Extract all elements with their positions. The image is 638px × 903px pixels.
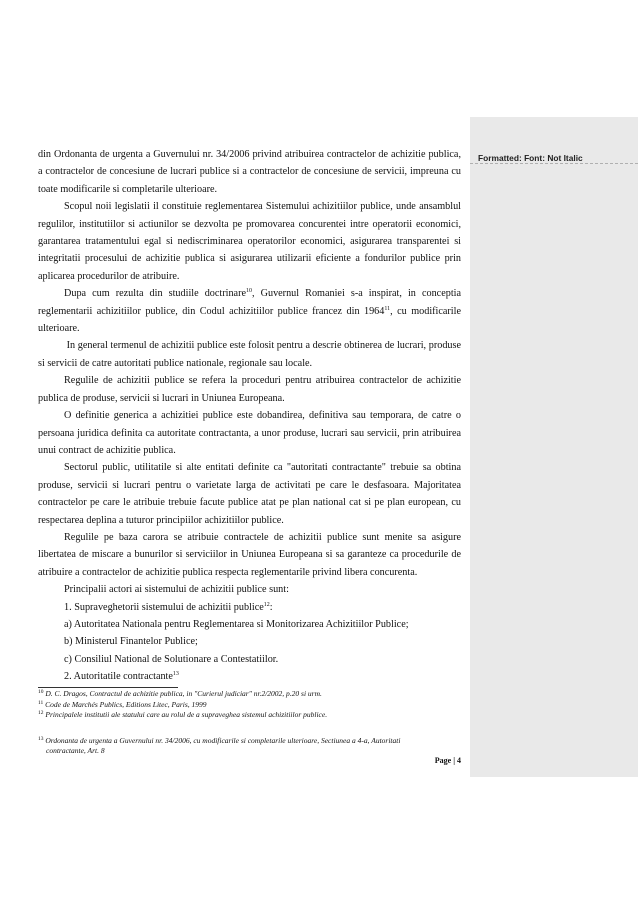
footnote-text: Principalele institutii ale statului care au rolul de a supraveghea sistemul achizitiilor publice. (43, 710, 328, 720)
list-item-1-text: 1. Supraveghetorii sistemului de achizitii publice (64, 601, 264, 613)
paragraph-3-text-c: , cu modificarile ulterioare. (38, 305, 461, 335)
paragraph-8: Regulile pe baza carora se atribuie contractele de achizitii publice sunt menite sa asigure libertatea de miscare a bunurilor si serviciilor in Uniunea Europeana si sa garanteze ca procedurile de atribuire a contractelor de achizitie publica respecta reglementarile privind libera concurenta. (38, 531, 461, 578)
paragraph-3-text-a: Dupa cum rezulta din studiile doctrinare (64, 288, 246, 300)
paragraph-3 (38, 285, 461, 337)
paragraph-6: O definitie generica a achizitiei publice este dobandirea, definitiva sau temporara, de catre o persoana juridica definita ca autoritate contractanta, a unor produse, lucrari sau servicii, prin atribuirea unui contract de achizitie publica. (38, 410, 461, 456)
footnote-number: 10 (38, 689, 44, 695)
footnote-ref-11[interactable]: 11 (384, 305, 391, 312)
document-body (38, 146, 461, 686)
footnote-text: Code de Marchés Publics, Editions Litec, Paris, 1999 (43, 699, 207, 709)
list-item-1 (38, 599, 461, 616)
footnote-ref-13[interactable]: 13 (172, 671, 179, 678)
paragraph-4 (38, 337, 461, 372)
paragraph-5: Regulile de achizitii publice se refera la proceduri pentru atribuirea contractelor de achizitie publica de produse, servicii si lucrari in Uniunea Europeana. (38, 375, 461, 404)
footnote-text: Ordonanta de urgenta a Guvernului nr. 34/2006, cu modificarile si completarile ulterioare, Sectiunea a 4-a, Autoritati (43, 735, 401, 745)
list-item-c: c) Consiliul National de Solutionare a Contestatiilor. (64, 653, 279, 665)
paragraph-9: Principalii actori ai sistemului de achizitii publice sunt: (64, 584, 289, 596)
paragraph-1: din Ordonanta de urgenta a Guvernului nr. 34/2006 privind atribuirea contractelor de achizitie publica, a contractelor de concesiune de lucrari publice si a contractelor de concesiune de servicii, impreuna cu toate modificarile si completarile ulterioare. (38, 149, 461, 195)
footnote-12 (38, 710, 461, 721)
footnote-11 (38, 700, 461, 711)
list-item-2 (38, 668, 461, 685)
footnote-number: 13 (38, 735, 44, 742)
footnote-13 (38, 736, 461, 747)
comment-label: Formatted: Font: Not Italic (478, 153, 583, 163)
footnotes (38, 689, 461, 757)
footnote-separator (38, 687, 178, 688)
footnote-number: 12 (38, 710, 44, 717)
footnote-text: D. C. Dragos, Contractul de achizitie publica, in "Curierul judiciar" nr.2/2002, p.20 si urm. (43, 689, 322, 698)
list-item-1-tail: : (269, 601, 273, 613)
paragraph-2: Scopul noii legislatii il constituie reglementarea Sistemului achizitiilor publice, unde ansamblul regulilor, institutiilor si actiunilor se dezvolta pe promovarea concurentei intre operatorii economici, garantarea tratamentului egal si nediscriminarea operatorilor economici, asigurarea transparentei si integritatii procesului de achizitie publica si asigurarea utilizarii eficiente a fondurilor publice prin aplicarea procedurilor de atribuire. (38, 201, 461, 282)
paragraph-4-text: In general termenul de achizitii publice este folosit pentru a descrie obtinerea de lucrari, produse si servicii de catre autoritati publice nationale, regionale sau locale. (38, 340, 462, 369)
page-number: Page | 4 (434, 756, 461, 765)
list-item-2-text: 2. Autoritatile contractante (64, 671, 173, 683)
paragraph-3-text-b: , Guvernul Romaniei s-a inspirat, in conceptia reglementarii achizitiilor publice, din Codul achizitiilor publice francez din 1964 (38, 288, 462, 317)
footnote-ref-10[interactable]: 10 (246, 288, 252, 295)
footnote-13-continuation: contractante, Art. 8 (46, 746, 105, 756)
footnote-10 (38, 689, 461, 700)
list-item-b: b) Ministerul Finantelor Publice; (64, 636, 198, 648)
paragraph-7: Sectorul public, utilitatile si alte entitati definite ca "autoritati contractante" trebuie sa obtina produse, servicii si lucrari pentru o varietate larga de activitati pe care le desfasoara. Majoritatea contractelor pe care le atribuie trebuie facute publice atat pe plan national cat si pe plan european, cu respectarea deplina a tuturor principiilor achizitiilor publice. (38, 462, 461, 526)
comment-connector-line (470, 163, 638, 164)
footnote-number: 11 (38, 699, 44, 706)
comment-pane (470, 117, 638, 777)
list-item-a: a) Autoritatea Nationala pentru Reglementarea si Monitorizarea Achizitiilor Publice; (64, 618, 409, 630)
footnote-ref-12[interactable]: 12 (263, 601, 270, 608)
